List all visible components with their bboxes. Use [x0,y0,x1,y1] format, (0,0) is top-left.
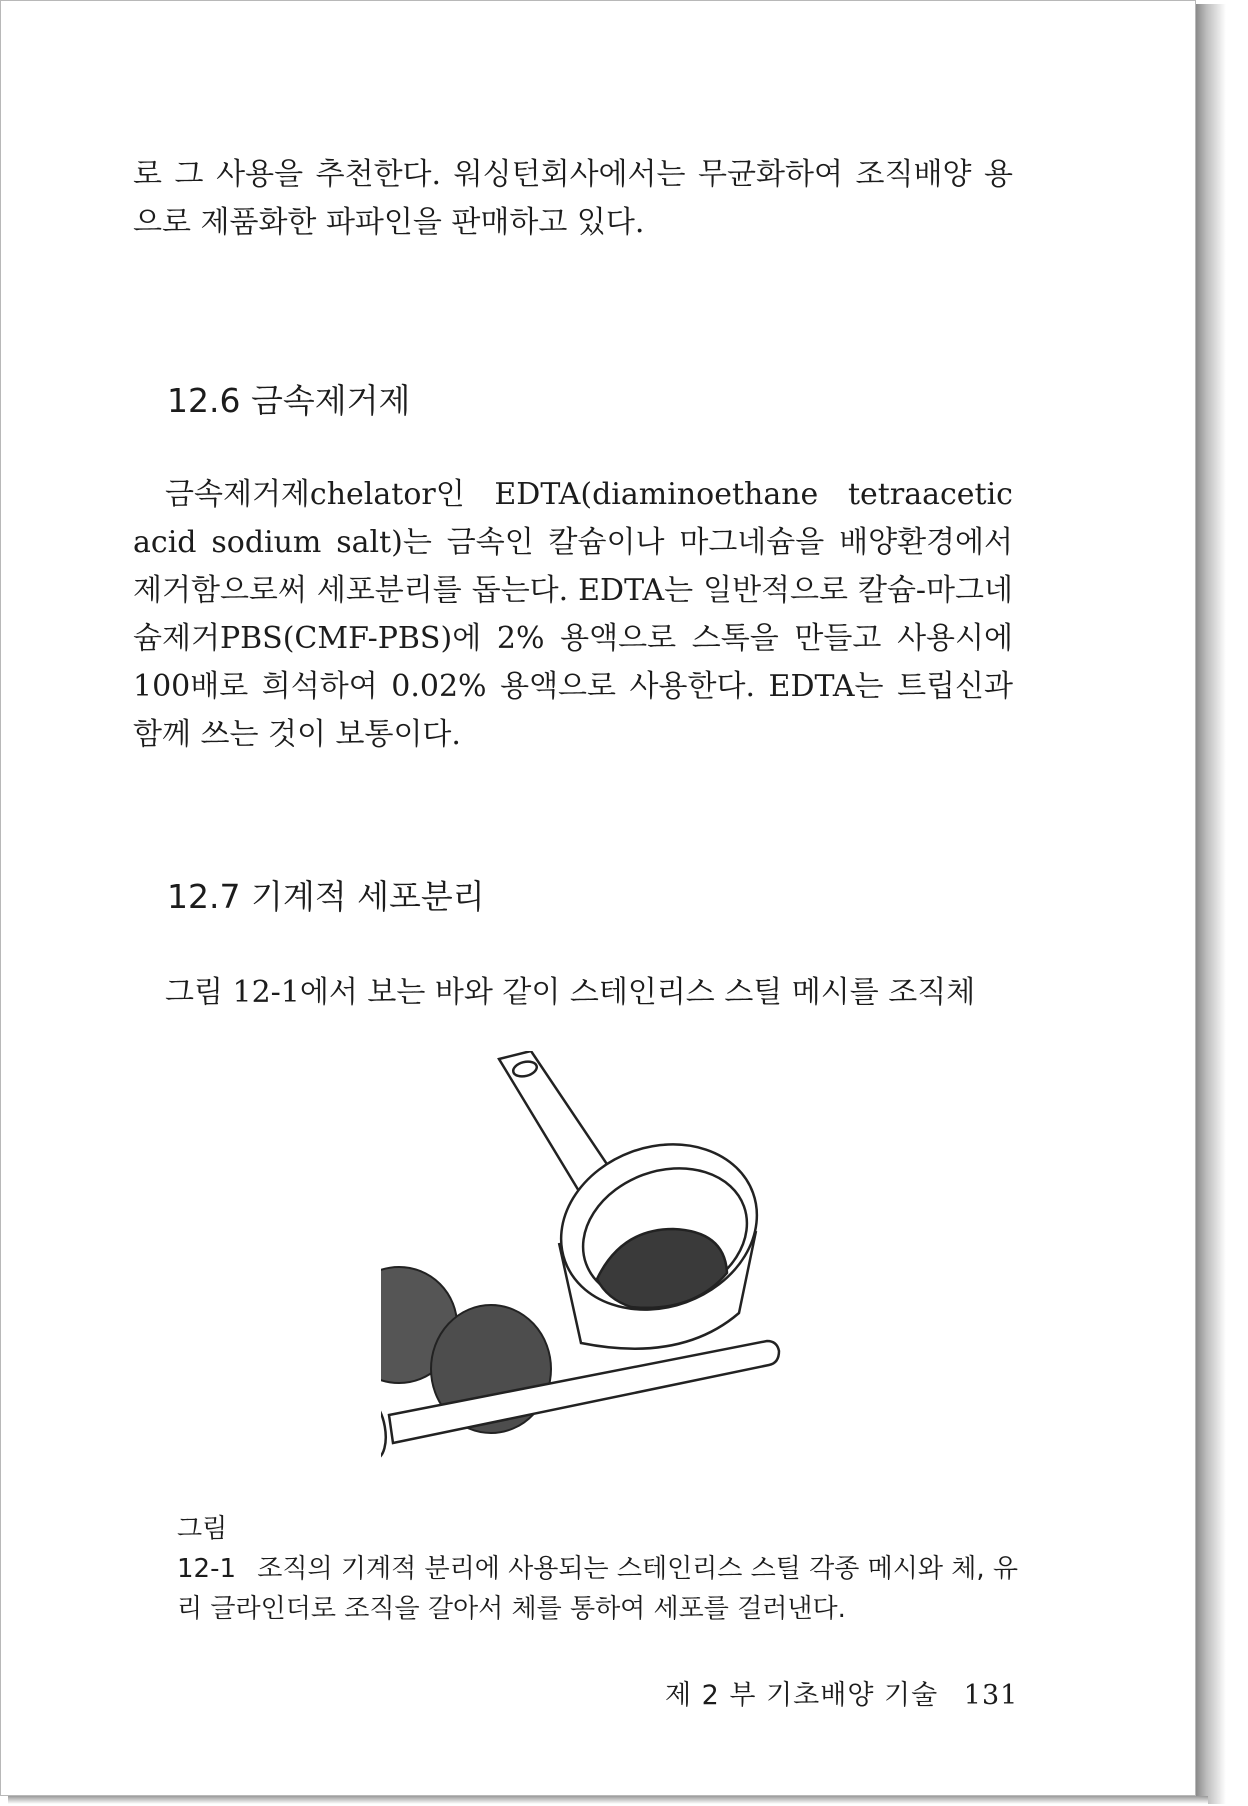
section-heading-12-6: 12.6 금속제거제 [167,381,411,420]
figure-caption [177,1509,1027,1629]
figure-caption-text: 조직의 기계적 분리에 사용되는 스테인리스 스틸 각종 메시와 체, 유리 글라인더로 조직을 갈아서 체를 통하여 세포를 걸러낸다. [177,1554,1019,1624]
paragraph-2: 금속제거제chelator인 EDTA(diaminoethane tetraacetic acid sodium salt)는 금속인 칼슘이나 마그네슘을 배양환경에서 제거함으로써 세포분리를 돕는다. EDTA는 일반적으로 칼슘-마그네슘제거PBS(CMF-PBS)에 2% 용액으로 스톡을 만들고 사용시에 100배로 희석하여 0.02% 용액으로 사용한다. EDTA는 트립신과 함께 쓰는 것이 보통이다. [133,477,1013,752]
paragraph-3: 그림 12-1에서 보는 바와 같이 스테인리스 스틸 메시를 조직체 [165,975,976,1010]
page-bottom-shadow [8,1796,1208,1804]
paragraph-1: 로 그 사용을 추천한다. 워싱턴회사에서는 무균화하여 조직배양 용으로 제품화한 파파인을 판매하고 있다. [133,157,1013,240]
figure-caption-number: 그림 12-1 [177,1514,237,1584]
section-heading-12-7: 12.7 기계적 세포분리 [167,877,485,916]
page-footer [665,1673,1018,1712]
page-number: 131 [963,1680,1019,1711]
page-edge-shadow [1196,4,1226,1804]
figure-12-1-illustration [381,1051,1041,1491]
footer-part-title: 제 2 부 기초배양 기술 [665,1680,939,1711]
